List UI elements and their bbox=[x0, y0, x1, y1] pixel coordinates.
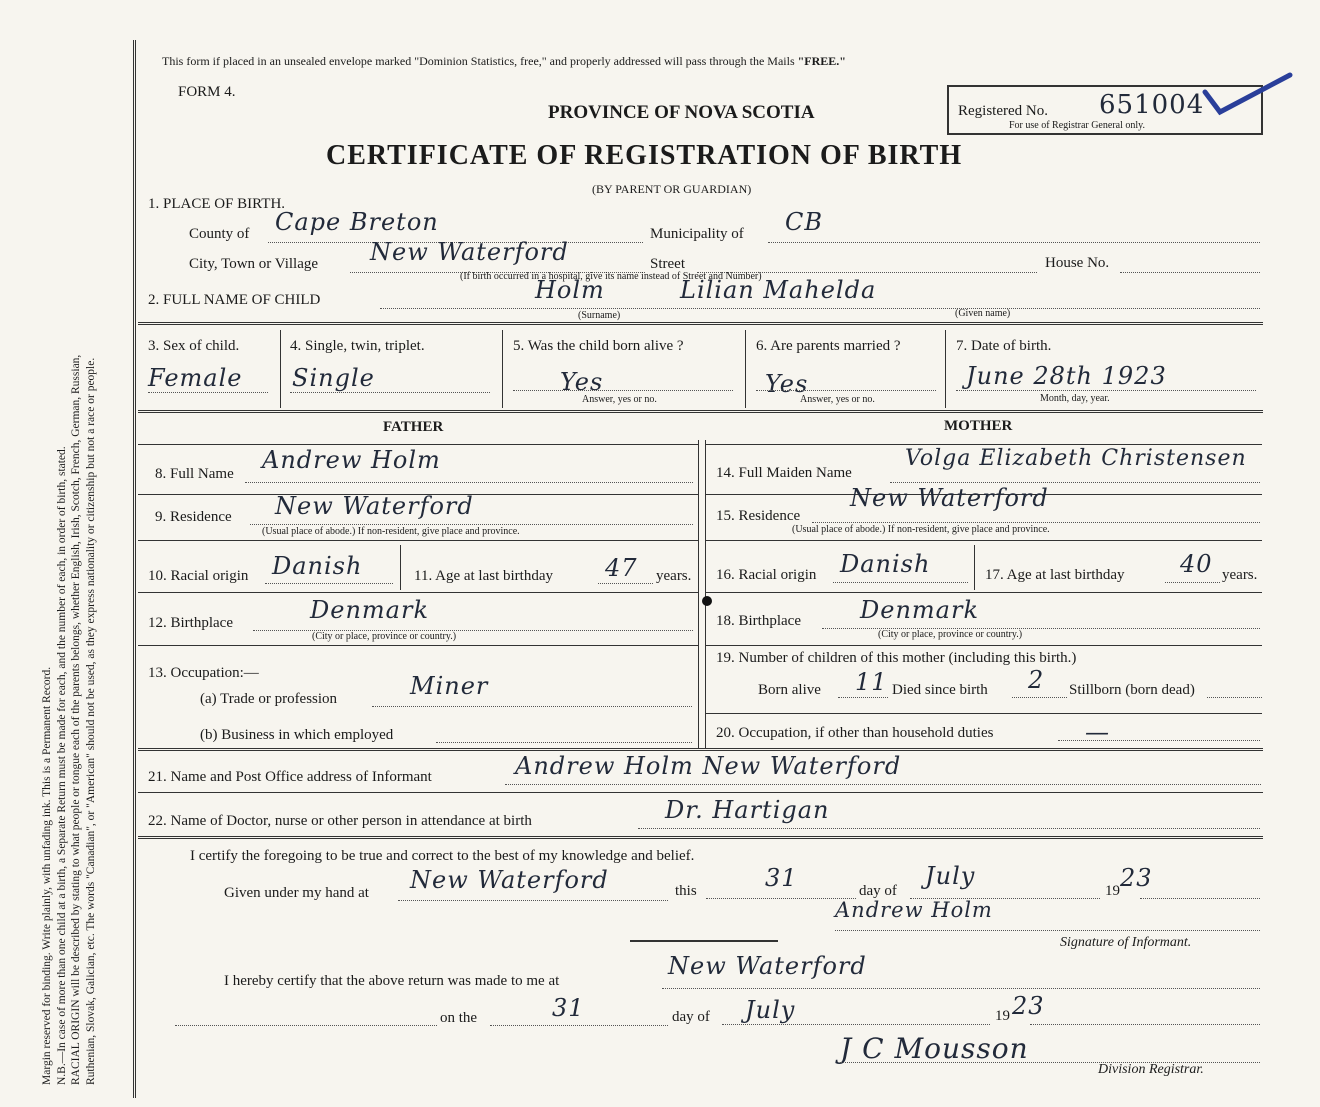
given-label: Given under my hand at bbox=[224, 885, 369, 901]
registered-number: 651004 bbox=[1099, 90, 1205, 120]
check-mark-icon bbox=[1200, 70, 1295, 120]
children-label: 19. Number of children of this mother (including this birth.) bbox=[716, 650, 1077, 666]
margin-line: N.B.—In case of more than one child at a birth, a Separate Return must be made for each, and the number of each, in order of birth, stated. bbox=[55, 446, 68, 1085]
surname-caption: (Surname) bbox=[578, 310, 621, 321]
place-heading: 1. PLACE OF BIRTH. bbox=[148, 196, 286, 212]
informant-label: 21. Name and Post Office address of Informant bbox=[148, 769, 432, 785]
father-years: years. bbox=[656, 568, 692, 584]
father-racial-label: 10. Racial origin bbox=[148, 568, 249, 584]
married-label: 6. Are parents married ? bbox=[756, 338, 901, 354]
registrar-statement: I hereby certify that the above return was made to me at bbox=[224, 973, 560, 989]
punch-hole bbox=[702, 596, 712, 606]
given-caption: (Given name) bbox=[955, 308, 1011, 319]
mother-name-value: Volga Elizabeth Christensen bbox=[905, 446, 1247, 471]
registered-label: Registered No. bbox=[958, 103, 1048, 119]
mother-years: years. bbox=[1222, 567, 1258, 583]
mother-occupation-label: 20. Occupation, if other than household duties bbox=[716, 725, 994, 741]
mother-birthplace-label: 18. Birthplace bbox=[716, 613, 801, 629]
trade-label: (a) Trade or profession bbox=[200, 691, 338, 707]
registrar-day: 31 bbox=[552, 994, 585, 1022]
father-birthplace-caption: (City or place, province or country.) bbox=[312, 631, 457, 642]
plurality-label: 4. Single, twin, triplet. bbox=[290, 338, 425, 354]
alive-caption: Answer, yes or no. bbox=[582, 394, 657, 405]
father-birthplace-label: 12. Birthplace bbox=[148, 615, 233, 631]
street-label: Street bbox=[650, 256, 685, 272]
registrar-on-label: on the bbox=[440, 1010, 478, 1026]
child-name-label: 2. FULL NAME OF CHILD bbox=[148, 292, 321, 308]
father-residence-value: New Waterford bbox=[275, 492, 474, 520]
mother-age-label: 17. Age at last birthday bbox=[985, 567, 1125, 583]
certify-year: 23 bbox=[1120, 864, 1153, 892]
business-label: (b) Business in which employed bbox=[200, 727, 394, 743]
father-occupation-label: 13. Occupation:— bbox=[148, 665, 259, 681]
certify-statement: I certify the foregoing to be true and correct to the best of my knowledge and belief. bbox=[190, 848, 695, 864]
form-number: FORM 4. bbox=[178, 84, 236, 100]
signature-caption: Signature of Informant. bbox=[1060, 935, 1192, 950]
mother-name-label: 14. Full Maiden Name bbox=[716, 465, 852, 481]
mother-racial-label: 16. Racial origin bbox=[716, 567, 817, 583]
certify-day: 31 bbox=[765, 864, 798, 892]
mother-residence-value: New Waterford bbox=[850, 484, 1049, 512]
margin-line: Ruthenian, Slovak, Galician, etc. The words "Canadian", or "American" should not be used, as they express nationality or citizenship but not a race or people. bbox=[84, 357, 97, 1085]
mother-heading: MOTHER bbox=[944, 418, 1013, 434]
born-alive-label: Born alive bbox=[758, 682, 821, 698]
alive-label: 5. Was the child born alive ? bbox=[513, 338, 684, 354]
hospital-note: (If birth occurred in a hospital, give its name instead of Street and Number) bbox=[460, 271, 762, 282]
registrar-month: July bbox=[745, 996, 796, 1024]
registrar-note: For use of Registrar General only. bbox=[1009, 120, 1145, 131]
municipality-label: Municipality of bbox=[650, 226, 744, 242]
father-racial-value: Danish bbox=[272, 552, 363, 580]
born-alive-value: 11 bbox=[855, 668, 888, 696]
mother-occupation-value: — bbox=[1085, 718, 1110, 746]
mother-age-value: 40 bbox=[1180, 550, 1213, 578]
mother-abode-caption: (Usual place of abode.) If non-resident, give place and province. bbox=[792, 524, 1050, 535]
father-name-label: 8. Full Name bbox=[155, 466, 234, 482]
father-age-value: 47 bbox=[605, 554, 638, 582]
doctor-label: 22. Name of Doctor, nurse or other person in attendance at birth bbox=[148, 813, 532, 829]
trade-value: Miner bbox=[410, 672, 489, 700]
registrar-caption: Division Registrar. bbox=[1098, 1062, 1204, 1077]
page-title: CERTIFICATE OF REGISTRATION OF BIRTH bbox=[326, 140, 963, 171]
registrar-year: 23 bbox=[1012, 992, 1045, 1020]
county-label: County of bbox=[189, 226, 250, 242]
given-place: New Waterford bbox=[410, 866, 609, 894]
municipality-value: CB bbox=[785, 208, 823, 236]
house-label: House No. bbox=[1045, 255, 1110, 271]
married-value: Yes bbox=[765, 370, 809, 398]
page-subtitle: (BY PARENT OR GUARDIAN) bbox=[592, 182, 752, 196]
father-age-label: 11. Age at last birthday bbox=[414, 568, 553, 584]
father-name-value: Andrew Holm bbox=[262, 446, 441, 474]
father-birthplace-value: Denmark bbox=[310, 596, 429, 624]
died-label: Died since birth bbox=[892, 682, 988, 698]
plurality-value: Single bbox=[292, 364, 375, 392]
sex-label: 3. Sex of child. bbox=[148, 338, 240, 354]
stillborn-label: Stillborn (born dead) bbox=[1069, 682, 1195, 698]
dob-label: 7. Date of birth. bbox=[956, 338, 1052, 354]
child-given-names: Lilian Mahelda bbox=[680, 276, 877, 304]
registrar-year-prefix: 19 bbox=[995, 1008, 1010, 1024]
father-heading: FATHER bbox=[383, 419, 444, 435]
father-abode-caption: (Usual place of abode.) If non-resident, give place and province. bbox=[262, 526, 520, 537]
alive-value: Yes bbox=[560, 368, 604, 396]
province-title: PROVINCE OF NOVA SCOTIA bbox=[548, 102, 815, 123]
dob-value: June 28th 1923 bbox=[966, 362, 1167, 390]
binding-margin-line bbox=[133, 40, 136, 1098]
registrar-signature: J C Mousson bbox=[840, 1032, 1029, 1065]
sex-value: Female bbox=[148, 364, 243, 392]
city-value: New Waterford bbox=[370, 238, 569, 266]
margin-line: Margin reserved for binding. Write plainly, with unfading ink. This is a Permanent Record. bbox=[41, 666, 53, 1085]
city-label: City, Town or Village bbox=[189, 256, 319, 272]
mother-residence-label: 15. Residence bbox=[716, 508, 801, 524]
certify-month: July bbox=[925, 862, 976, 890]
mother-birthplace-value: Denmark bbox=[860, 596, 979, 624]
child-surname: Holm bbox=[535, 276, 605, 304]
certify-year-prefix: 19 bbox=[1105, 883, 1120, 899]
county-value: Cape Breton bbox=[275, 208, 439, 236]
certify-day-label: day of bbox=[859, 883, 897, 899]
margin-instructions bbox=[40, 35, 98, 1085]
registrar-day-label: day of bbox=[672, 1009, 710, 1025]
doctor-value: Dr. Hartigan bbox=[665, 796, 830, 824]
father-residence-label: 9. Residence bbox=[155, 509, 232, 525]
mother-racial-value: Danish bbox=[840, 550, 931, 578]
married-caption: Answer, yes or no. bbox=[800, 394, 875, 405]
registrar-place: New Waterford bbox=[668, 952, 867, 980]
informant-value: Andrew Holm New Waterford bbox=[515, 752, 902, 780]
died-value: 2 bbox=[1028, 666, 1045, 694]
margin-line: RACIAL ORIGIN will be described by stating to what people or tongue each of the parents belongs, whether English, Irish, Scotch, French, German, Russian, bbox=[70, 354, 83, 1085]
informant-signature: Andrew Holm bbox=[835, 898, 993, 922]
mail-notice: This form if placed in an unsealed envelope marked "Dominion Statistics, free," and properly addressed will pass through the Mails "FREE." bbox=[162, 54, 846, 68]
dob-caption: Month, day, year. bbox=[1040, 393, 1110, 404]
this-label: this bbox=[675, 883, 697, 899]
mother-birthplace-caption: (City or place, province or country.) bbox=[878, 629, 1023, 640]
